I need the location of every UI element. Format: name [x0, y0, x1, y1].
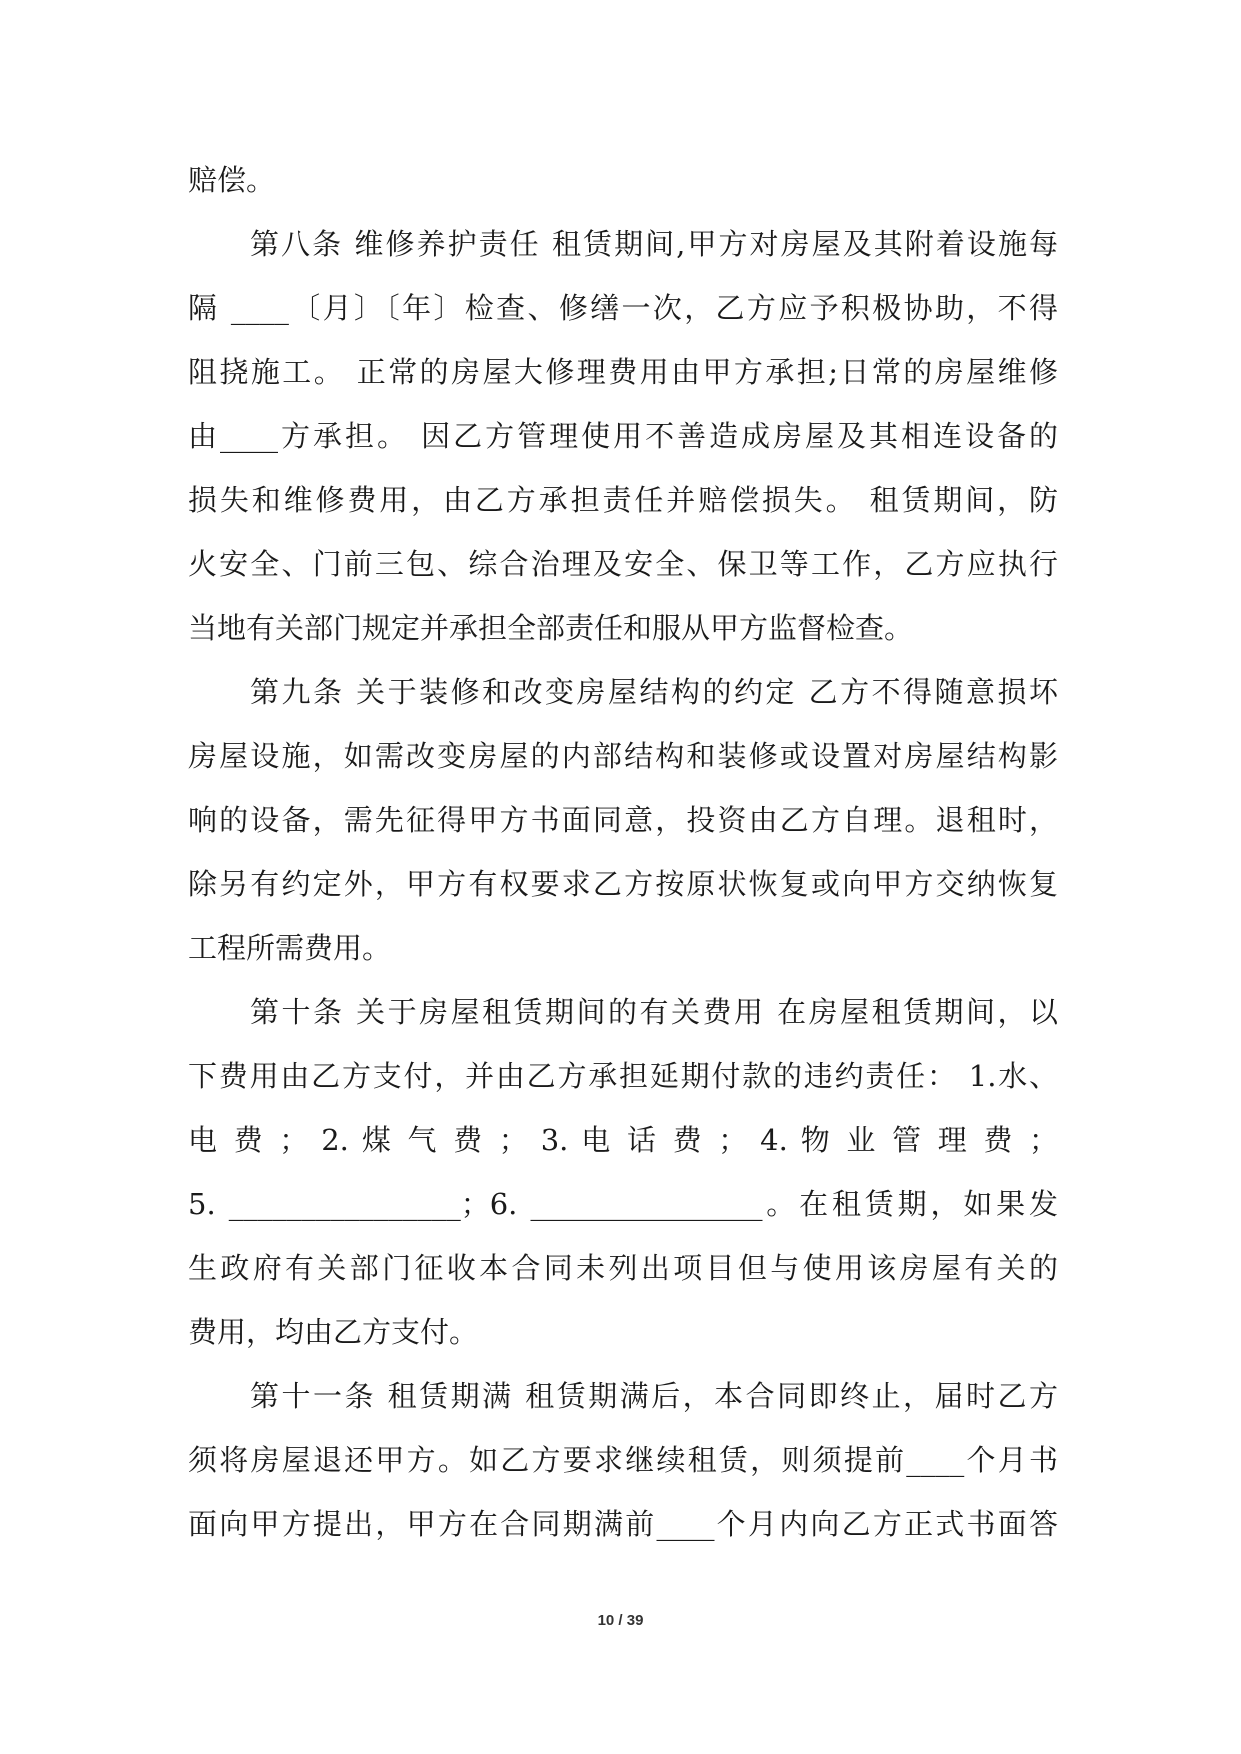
page-number: 10 / 39	[597, 1612, 644, 1629]
text-line: 隔 ____〔月〕〔年〕检查、修缮一次，乙方应予积极协助，不得	[188, 291, 1058, 325]
text-line: 当地有关部门规定并承担全部责任和服从甲方监督检查。	[188, 611, 914, 645]
text-line: 响的设备，需先征得甲方书面同意，投资由乙方自理。退租时，	[188, 803, 1058, 837]
text-line: 第十一条 租赁期满 租赁期满后，本合同即终止，届时乙方	[250, 1379, 1058, 1413]
text-line: 生政府有关部门征收本合同未列出项目但与使用该房屋有关的	[188, 1251, 1058, 1285]
text-line: 5. ________________；6. ________________。在租赁期，如果发	[188, 1187, 1058, 1221]
text-line: 须将房屋退还甲方。如乙方要求继续租赁，则须提前____个月书	[188, 1443, 1058, 1477]
text-line: 第八条 维修养护责任 租赁期间,甲方对房屋及其附着设施每	[250, 227, 1058, 261]
text-line: 第九条 关于装修和改变房屋结构的约定 乙方不得随意损坏	[250, 675, 1058, 709]
text-line: 赔偿。	[188, 163, 276, 197]
text-line: 除另有约定外，甲方有权要求乙方按原状恢复或向甲方交纳恢复	[188, 867, 1058, 901]
text-line: 第十条 关于房屋租赁期间的有关费用 在房屋租赁期间，以	[250, 995, 1058, 1029]
text-line: 费用，均由乙方支付。	[188, 1315, 479, 1349]
text-line: 面向甲方提出，甲方在合同期满前____个月内向乙方正式书面答	[188, 1507, 1058, 1541]
text-line: 火安全、门前三包、综合治理及安全、保卫等工作，乙方应执行	[188, 547, 1058, 581]
text-line: 工程所需费用。	[188, 931, 392, 965]
text-line: 损失和维修费用，由乙方承担责任并赔偿损失。 租赁期间，防	[188, 483, 1058, 517]
text-line: 电 费 ； 2. 煤 气 费 ； 3. 电 话 费 ； 4. 物 业 管 理 费 ；	[188, 1123, 1058, 1157]
text-line: 下费用由乙方支付，并由乙方承担延期付款的违约责任： 1.水、	[188, 1059, 1058, 1093]
text-line: 房屋设施，如需改变房屋的内部结构和装修或设置对房屋结构影	[188, 739, 1058, 773]
text-line: 阻挠施工。 正常的房屋大修理费用由甲方承担;日常的房屋维修	[188, 355, 1058, 389]
text-line: 由____方承担。 因乙方管理使用不善造成房屋及其相连设备的	[188, 419, 1058, 453]
document-body	[188, 148, 1058, 1556]
